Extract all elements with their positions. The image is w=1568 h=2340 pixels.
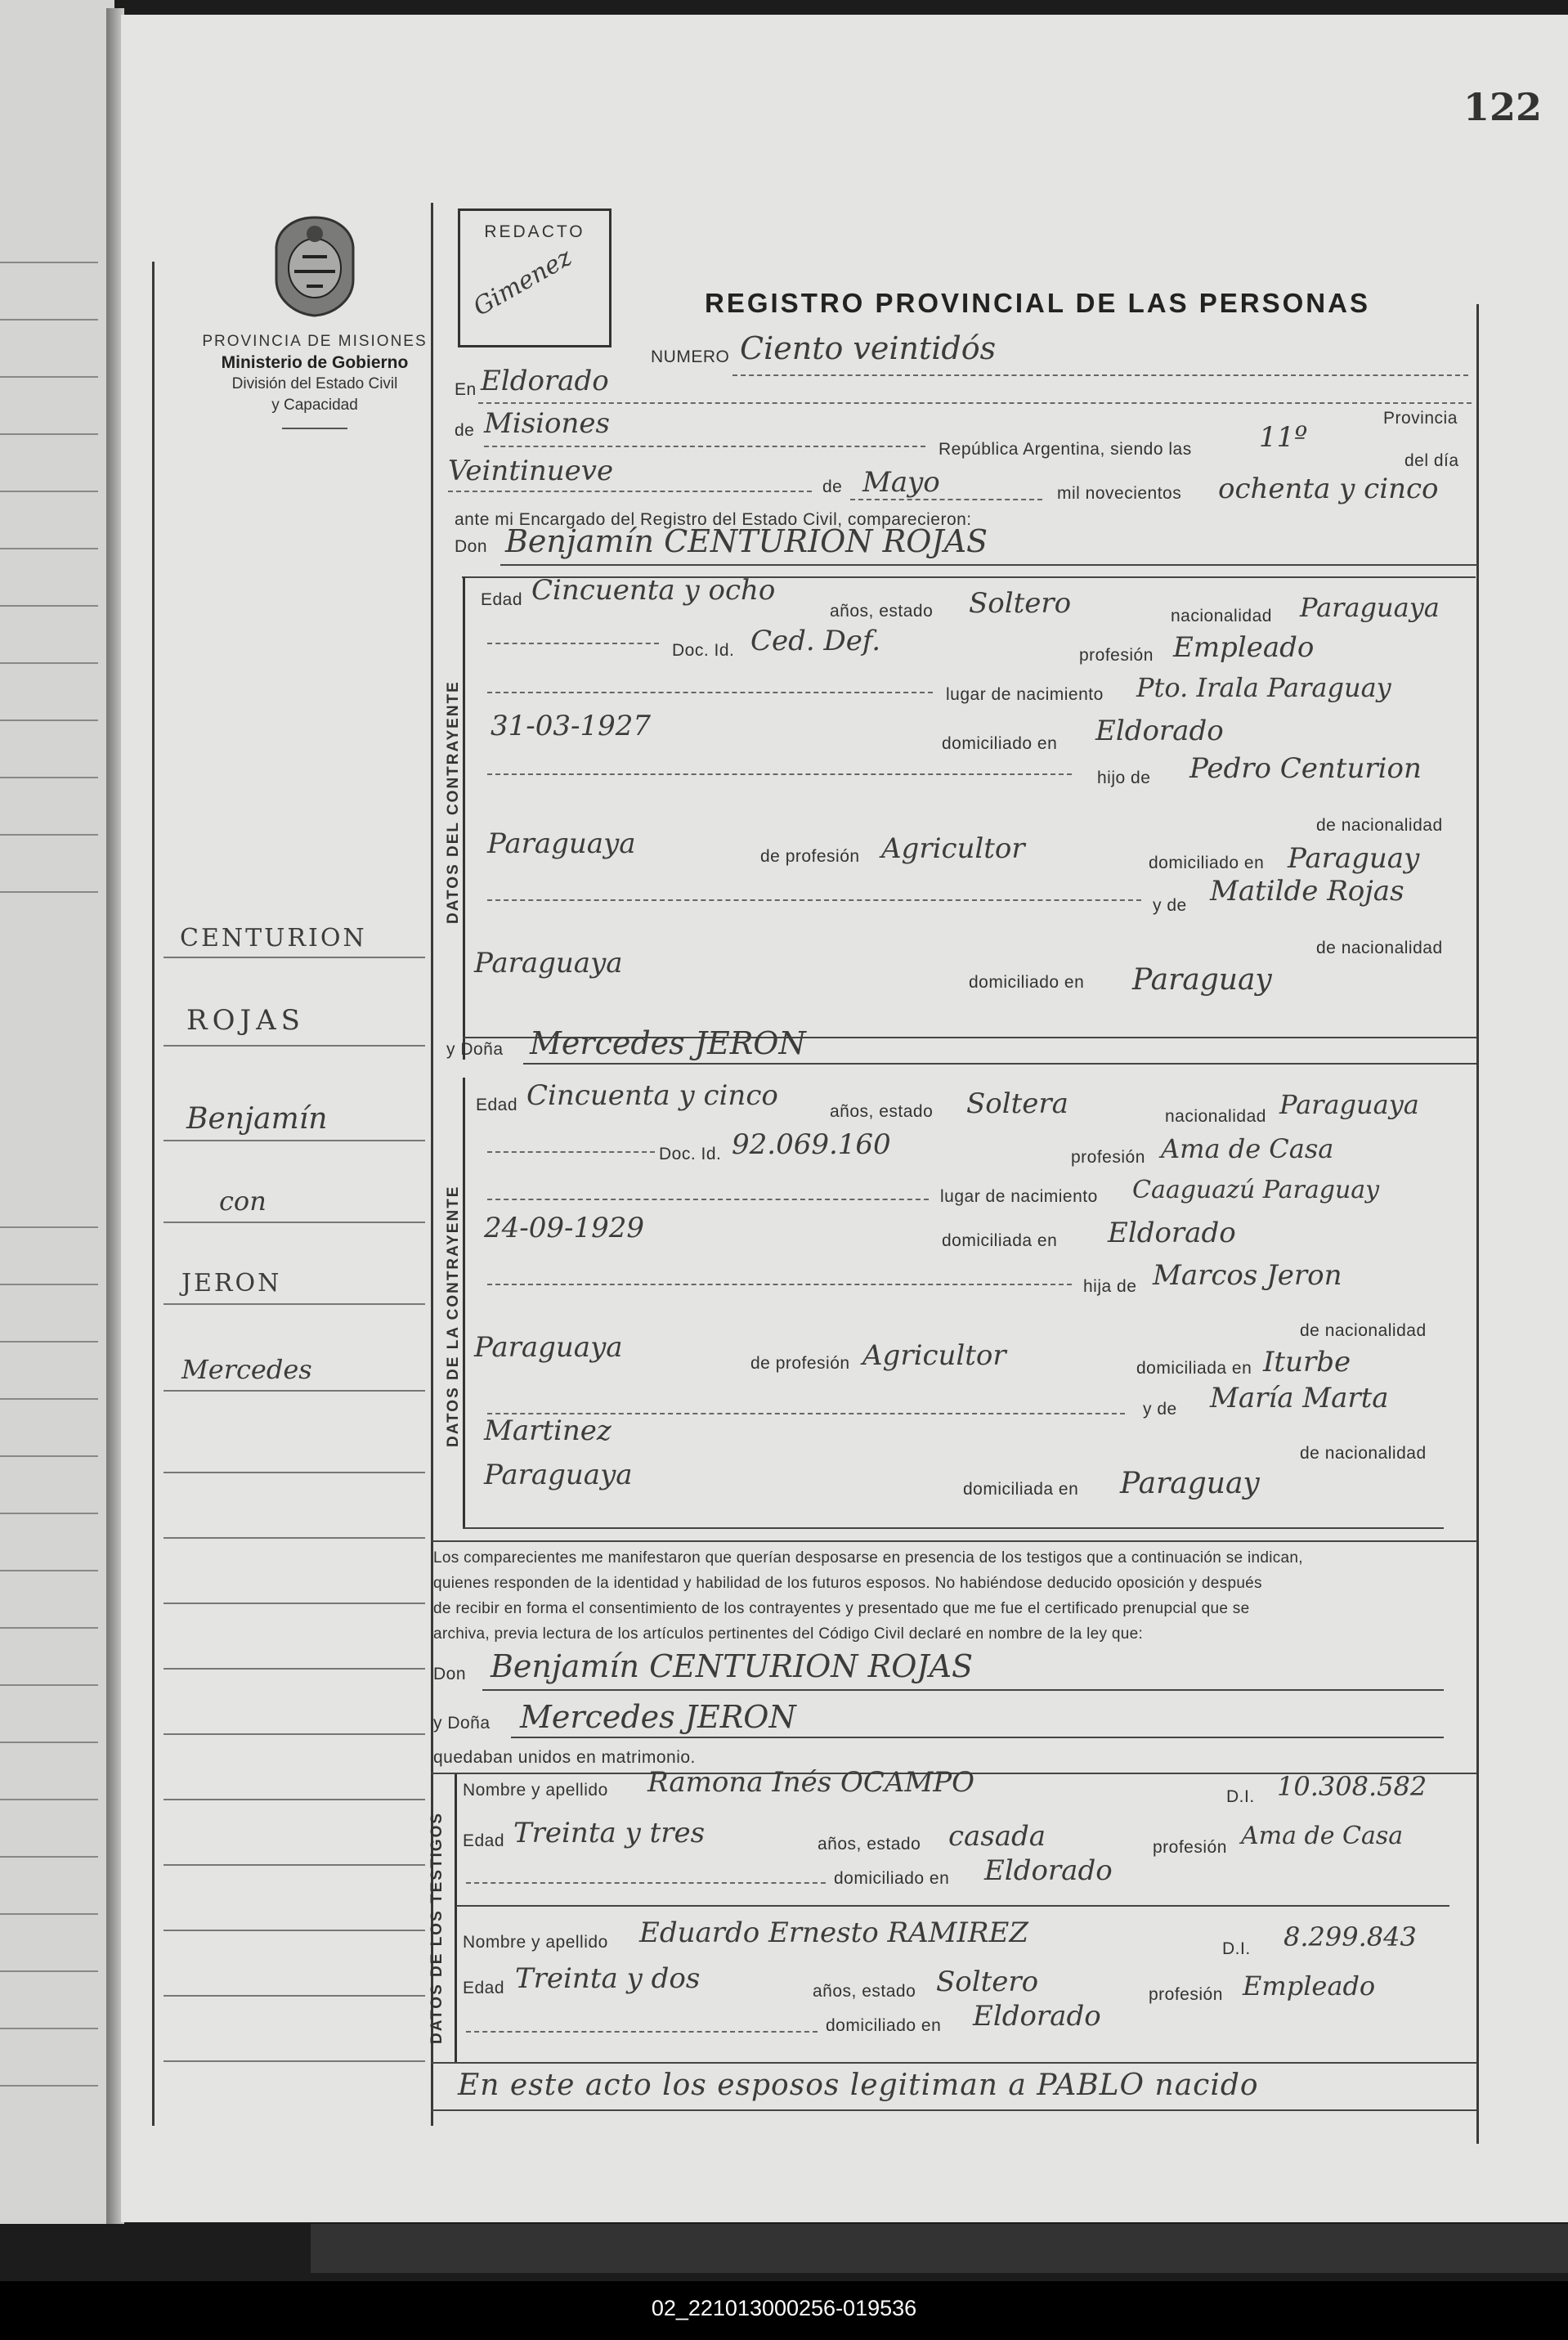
f-anos-label: años, estado — [830, 1102, 934, 1121]
f-edad-label: Edad — [476, 1096, 518, 1114]
c-lugar-value: Pto. Irala Paraguay — [1136, 672, 1391, 703]
page-bottom-shadow — [311, 2224, 1568, 2273]
anio-value: ochenta y cinco — [1218, 473, 1439, 505]
f-dona-label: y Doña — [446, 1040, 504, 1059]
body-line-1: Los comparecientes me manifestaron que querían desposarse en presencia de los testigos que a continuación se indican, — [433, 1549, 1303, 1567]
hora-value: 11º — [1259, 421, 1308, 454]
f-dom-value: Eldorado — [1108, 1217, 1236, 1249]
t2-di-label: D.I. — [1222, 1939, 1251, 1958]
f-doc-value: 92.069.160 — [732, 1128, 891, 1161]
mes-line — [850, 499, 1042, 500]
f-name: Mercedes JERON — [530, 1025, 806, 1061]
ante-text: ante mi Encargado del Registro del Estado Civil, comparecieron: — [455, 510, 972, 529]
body-dona-value: Mercedes JERON — [520, 1699, 796, 1735]
margin-surname-2: ROJAS — [186, 1004, 305, 1037]
f-madre-value-2: Martinez — [484, 1414, 612, 1447]
redacto-label: REDACTO — [484, 222, 585, 241]
f-y-de-label: y de — [1143, 1400, 1177, 1419]
document-title: REGISTRO PROVINCIAL DE LAS PERSONAS — [705, 288, 1370, 318]
c-doc-value: Ced. Def. — [750, 625, 881, 657]
de-line — [484, 446, 925, 447]
f-lugar-value: Caaguazú Paraguay — [1132, 1176, 1380, 1204]
t1-di: 10.308.582 — [1277, 1771, 1427, 1802]
contrayente-name: Benjamín CENTURION ROJAS — [505, 523, 988, 559]
mil-label: mil novecientos — [1057, 484, 1182, 503]
division-line-1: División del Estado Civil — [231, 375, 398, 392]
testigos-side-label: DATOS DE LOS TESTIGOS — [428, 1811, 446, 2044]
t2-edad: Treinta y dos — [515, 1962, 701, 1995]
t2-di: 8.299.843 — [1284, 1921, 1417, 1952]
f-doc-label: Doc. Id. — [659, 1145, 722, 1163]
closing-line — [431, 2109, 1477, 2111]
c-edad-value: Cincuenta y ocho — [531, 574, 776, 607]
c-madre-nac: Paraguaya — [474, 947, 623, 979]
f-fecha-value: 24-09-1929 — [484, 1212, 645, 1244]
f-nac-value: Paraguaya — [1279, 1089, 1419, 1120]
body-quedaban: quedaban unidos en matrimonio. — [433, 1748, 696, 1767]
f-edad-value: Cincuenta y cinco — [526, 1079, 778, 1112]
f-de-nac2-label: de nacionalidad — [1300, 1444, 1427, 1463]
f-padre-nac: Paraguaya — [474, 1331, 623, 1364]
de-label: de — [455, 421, 475, 440]
f-padre-value: Marcos Jeron — [1153, 1259, 1342, 1292]
f-hija-label: hija de — [1083, 1277, 1137, 1296]
t2-anos-label: años, estado — [813, 1982, 916, 2001]
t1-edad: Treinta y tres — [513, 1817, 706, 1849]
body-don-line — [482, 1689, 1444, 1691]
t1-anos-label: años, estado — [818, 1835, 921, 1854]
c-hijo-label: hijo de — [1097, 769, 1151, 787]
t2-estado: Soltero — [936, 1966, 1039, 1998]
c-padre-prof: Agricultor — [881, 832, 1025, 865]
ministry-name: Ministerio de Gobierno — [221, 353, 409, 372]
c-edad-label: Edad — [481, 590, 523, 609]
provincia-label: Provincia — [1383, 409, 1458, 428]
dia-line — [448, 491, 812, 492]
f-name-line — [523, 1063, 1476, 1065]
f-madre-nac: Paraguaya — [484, 1459, 633, 1491]
c-padre-dom: Paraguay — [1288, 842, 1420, 875]
f-prof-value: Ama de Casa — [1161, 1133, 1334, 1164]
division-line-2: y Capacidad — [271, 397, 358, 414]
f-hija-line-a — [487, 1284, 1072, 1285]
c-doc-line-a — [487, 643, 659, 644]
t2-edad-label: Edad — [463, 1979, 505, 1997]
province-name: PROVINCIA DE MISIONES — [202, 333, 428, 350]
t1-prof-label: profesión — [1153, 1838, 1227, 1857]
t1-di-label: D.I. — [1226, 1787, 1255, 1806]
f-estado-value: Soltera — [966, 1087, 1068, 1120]
body-don-value: Benjamín CENTURION ROJAS — [491, 1648, 974, 1684]
t1-edad-label: Edad — [463, 1831, 505, 1850]
c-de-nac2-label: de nacionalidad — [1316, 939, 1443, 957]
de-mes-label: de — [822, 477, 843, 496]
c-lugar-label: lugar de nacimiento — [946, 685, 1104, 704]
numero-value: Ciento veintidós — [740, 330, 997, 366]
c-hijo-line-a — [487, 773, 1072, 775]
t1-dom-line-a — [466, 1882, 826, 1884]
redacto-box — [458, 208, 612, 347]
f-padre-prof: Agricultor — [862, 1339, 1006, 1372]
c-dom-label: domiciliado en — [942, 734, 1058, 753]
c-prof-label: profesión — [1079, 646, 1154, 665]
don-label: Don — [455, 537, 488, 556]
t2-name: Eduardo Ernesto RAMIREZ — [639, 1916, 1028, 1949]
f-lugar-label: lugar de nacimiento — [940, 1187, 1098, 1206]
f-block-end-2 — [431, 1540, 1477, 1542]
page-number: 122 — [1463, 85, 1543, 129]
redacto-signature: Gimenez — [468, 243, 577, 322]
testigos-box-line — [455, 1774, 457, 2062]
f-de-prof-label: de profesión — [750, 1354, 850, 1373]
f-dom-label: domiciliada en — [942, 1231, 1058, 1250]
c-de-nac-label: de nacionalidad — [1316, 816, 1443, 835]
body-dona-line — [511, 1737, 1444, 1738]
f-dom3-label: domiciliada en — [963, 1480, 1079, 1499]
margin-given-1: Benjamín — [186, 1102, 328, 1136]
f-padre-dom: Iturbe — [1263, 1346, 1351, 1378]
de-value: Misiones — [484, 407, 610, 440]
t2-prof-label: profesión — [1149, 1985, 1223, 2004]
c-padre-value: Pedro Centurion — [1189, 752, 1422, 785]
t2-nombre-label: Nombre y apellido — [463, 1933, 608, 1952]
en-value: Eldorado — [481, 365, 609, 397]
t1-estado: casada — [948, 1820, 1046, 1853]
testigos-end-line — [431, 2062, 1477, 2064]
c-doc-label: Doc. Id. — [672, 641, 735, 660]
c-yde-line-a — [487, 899, 1141, 901]
f-doc-line-a — [487, 1151, 655, 1153]
c-fecha-value: 31-03-1927 — [491, 710, 652, 742]
body-don-label: Don — [433, 1665, 467, 1683]
c-nac-label: nacionalidad — [1171, 607, 1272, 625]
t1-name: Ramona Inés OCAMPO — [647, 1766, 975, 1799]
republica-label: República Argentina, siendo las — [939, 440, 1192, 459]
numero-label: NUMERO — [651, 347, 730, 366]
provincial-seal — [270, 214, 360, 319]
c-prof-value: Empleado — [1173, 631, 1315, 664]
f-prof-label: profesión — [1071, 1148, 1145, 1167]
f-madre-dom: Paraguay — [1120, 1467, 1260, 1500]
f-side-label: DATOS DE LA CONTRAYENTE — [445, 1185, 462, 1447]
en-label: En — [455, 380, 477, 399]
f-lugar-line-a — [487, 1199, 929, 1200]
t1-end-line — [456, 1905, 1449, 1907]
f-block-end — [463, 1527, 1444, 1529]
margin-given-2: Mercedes — [181, 1354, 312, 1385]
body-paragraph — [433, 1545, 1480, 1647]
body-line-3: de recibir en forma el consentimiento de los contrayentes y presentado que me fue el certificado prenupcial que se — [433, 1600, 1250, 1617]
left-page — [0, 0, 114, 2224]
margin-surname-3: JERON — [181, 1269, 282, 1298]
margin-surname-1: CENTURION — [180, 924, 367, 953]
numero-line — [732, 374, 1468, 376]
c-madre-dom: Paraguay — [1132, 963, 1272, 997]
t2-dom: Eldorado — [973, 2000, 1101, 2033]
body-dona-label: y Doña — [433, 1714, 491, 1733]
margin-vertical-line — [152, 262, 155, 2126]
dia-value: Veintinueve — [448, 455, 614, 487]
t2-dom-label: domiciliado en — [826, 2016, 942, 2035]
body-line-2: quienes responden de la identidad y habilidad de los futuros esposos. No habiéndose deducido oposición y después — [433, 1575, 1262, 1592]
c-madre-value: Matilde Rojas — [1210, 875, 1404, 908]
contrayente-box-line — [463, 577, 465, 1060]
del-dia-label: del día — [1404, 451, 1459, 470]
c-padre-nac: Paraguaya — [487, 827, 636, 860]
f-dom2-label: domiciliada en — [1136, 1359, 1252, 1378]
body-line-4: archiva, previa lectura de los artículos pertinentes del Código Civil declaré en nombre de la ley que: — [433, 1625, 1144, 1643]
c-anos-label: años, estado — [830, 602, 934, 621]
c-de-prof-label: de profesión — [760, 847, 860, 866]
mes-value: Mayo — [862, 466, 940, 499]
f-box-line — [463, 1078, 465, 1527]
issuer-block — [196, 331, 433, 429]
closing-note: En este acto los esposos legitiman a PABLO nacido — [458, 2069, 1259, 2102]
t1-nombre-label: Nombre y apellido — [463, 1781, 608, 1800]
t1-prof: Ama de Casa — [1241, 1822, 1404, 1850]
f-de-nac-label: de nacionalidad — [1300, 1321, 1427, 1340]
form-right-line — [1476, 304, 1479, 2144]
margin-con: con — [219, 1186, 267, 1217]
t1-dom-label: domiciliado en — [834, 1869, 950, 1888]
en-line — [478, 402, 1472, 404]
t2-dom-line-a — [466, 2031, 818, 2033]
t1-dom: Eldorado — [984, 1854, 1113, 1887]
c-dom-value: Eldorado — [1095, 715, 1224, 747]
c-y-de-label: y de — [1153, 896, 1187, 915]
contrayente-side-label: DATOS DEL CONTRAYENTE — [445, 680, 462, 924]
don-line — [500, 564, 1478, 566]
t2-prof: Empleado — [1243, 1970, 1376, 2002]
c-lugar-line-a — [487, 692, 933, 693]
c-estado-value: Soltero — [969, 587, 1072, 620]
footer-id: 02_221013000256-019536 — [651, 2296, 917, 2320]
c-dom2-label: domiciliado en — [1149, 854, 1265, 872]
c-dom3-label: domiciliado en — [969, 973, 1085, 992]
c-nac-value: Paraguaya — [1300, 592, 1440, 623]
f-nac-label: nacionalidad — [1165, 1107, 1266, 1126]
f-madre-value: María Marta — [1210, 1382, 1389, 1414]
